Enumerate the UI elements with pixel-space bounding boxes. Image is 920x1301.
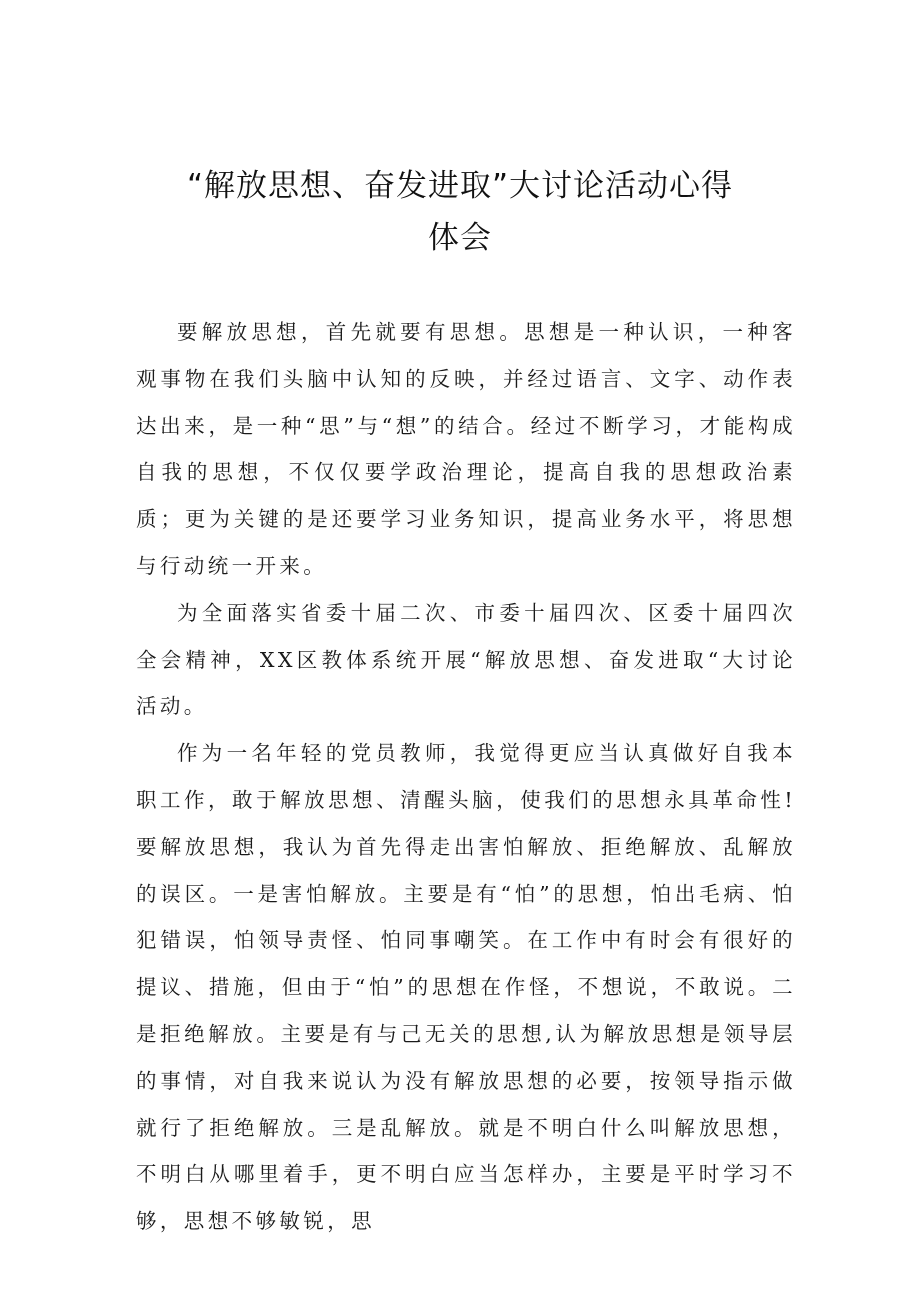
paragraph-2: 为全面落实省委十届二次、市委十届四次、区委十届四次全会精神，XX区教体系统开展“解放思想、奋发进取“大讨论活动。 (136, 600, 796, 719)
paragraph-1: 要解放思想，首先就要有思想。思想是一种认识，一种客观事物在我们头脑中认知的反映，并经过语言、文字、动作表达出来，是一种“思”与“想”的结合。经过不断学习，才能构成自我的思想，不仅仅要学政治理论，提高自我的思想政治素质；更为关键的是还要学习业务知识，提高业务水平，将思想与行动统一开来。 (136, 320, 796, 578)
title-line-2: 体会 (428, 220, 492, 256)
document-body (136, 309, 796, 1245)
paragraph-3: 作为一名年轻的党员教师，我觉得更应当认真做好自我本职工作，敢于解放思想、清醒头脑，使我们的思想永具革命性!要解放思想，我认为首先得走出害怕解放、拒绝解放、乱解放的误区。一是害怕解放。主要是有“怕”的思想，怕出毛病、怕犯错误，怕领导责怪、怕同事嘲笑。在工作中有时会有很好的提议、措施，但由于“怕”的思想在作怪，不想说，不敢说。二是拒绝解放。主要是有与己无关的思想,认为解放思想是领导层的事情，对自我来说认为没有解放思想的必要，按领导指示做就行了拒绝解放。三是乱解放。就是不明白什么叫解放思想，不明白从哪里着手，更不明白应当怎样办，主要是平时学习不够，思想不够敏锐，思 (136, 741, 796, 1234)
title-line-1: “解放思想、奋发进取”大讨论活动心得 (186, 168, 734, 204)
document-title (110, 160, 810, 264)
